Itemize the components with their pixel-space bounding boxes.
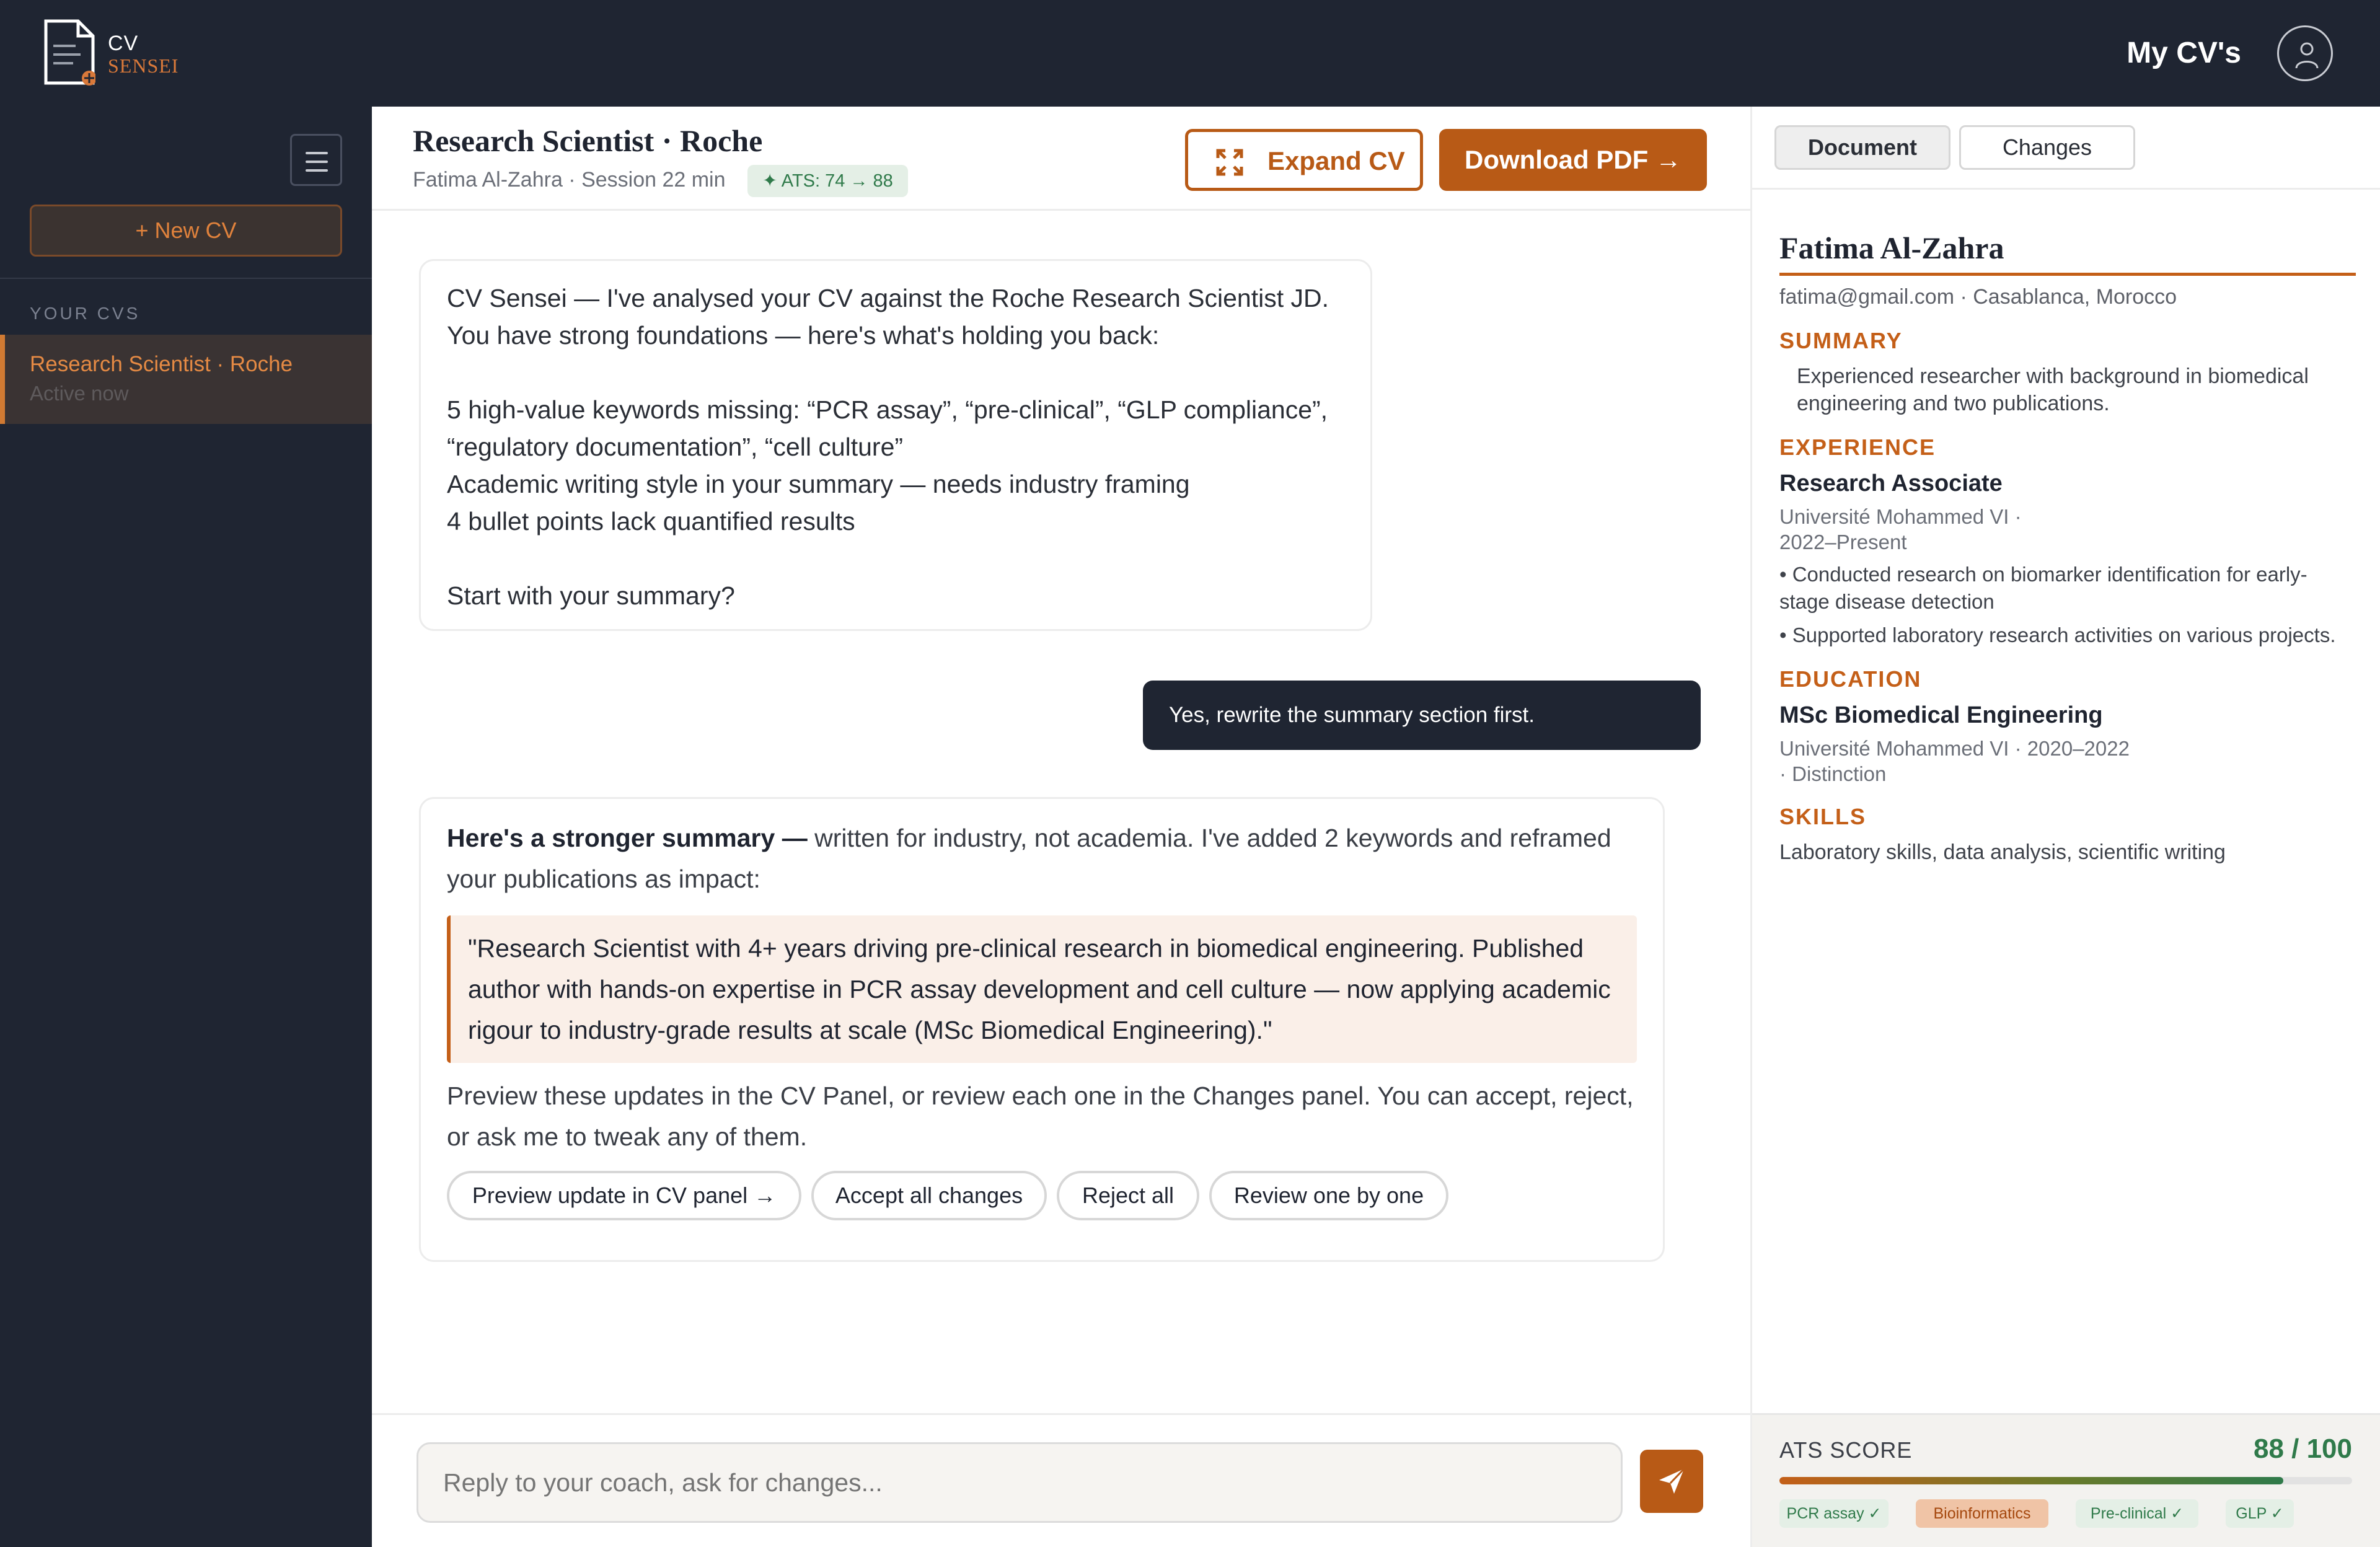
message-line: Academic writing style in your summary — needs industry framing bbox=[447, 470, 1190, 498]
ats-badge: ✦ ATS: 74 → 88 bbox=[747, 165, 908, 197]
message-line: Start with your summary? bbox=[447, 581, 735, 610]
hamburger-icon bbox=[306, 152, 328, 154]
ats-score-panel bbox=[1752, 1413, 2380, 1547]
tab-document[interactable]: Document bbox=[1774, 125, 1950, 170]
expand-cv-button[interactable] bbox=[1185, 129, 1423, 191]
user-message: Yes, rewrite the summary section first. bbox=[1143, 681, 1701, 750]
your-cvs-heading: YOUR CVS bbox=[30, 304, 141, 323]
preview-update-button[interactable]: Preview update in CV panel → bbox=[447, 1171, 801, 1220]
coach-message-summary bbox=[419, 797, 1665, 1262]
summary-intro-text: written for industry, not academia. I've added 2 keywords and reframed your publications as impact: bbox=[447, 824, 1611, 893]
chat-area bbox=[372, 211, 1750, 1413]
accept-all-button[interactable]: Accept all changes bbox=[811, 1171, 1047, 1220]
ats-progress-bar bbox=[1779, 1477, 2352, 1484]
ats-score-value: 88 / 100 bbox=[2253, 1434, 2352, 1464]
download-pdf-button[interactable]: Download PDF → bbox=[1439, 129, 1707, 191]
summary-intro bbox=[447, 818, 1637, 899]
top-bar bbox=[0, 0, 2380, 107]
panel-tabs bbox=[1752, 107, 2380, 190]
session-subtitle: Fatima Al-Zahra · Session 22 min bbox=[413, 168, 726, 192]
expand-icon bbox=[1215, 148, 1244, 177]
reply-input[interactable] bbox=[416, 1442, 1623, 1523]
action-chips bbox=[447, 1171, 1637, 1220]
sidebar bbox=[0, 107, 372, 1547]
logo-text-sensei: SENSEI bbox=[108, 55, 179, 77]
cv-name: Fatima Al-Zahra bbox=[1779, 228, 2356, 276]
main-header bbox=[372, 107, 1750, 211]
keyword-chip: GLP ✓ bbox=[2226, 1499, 2294, 1528]
cv-skills: Laboratory skills, data analysis, scientific writing bbox=[1779, 840, 2226, 864]
send-icon bbox=[1657, 1466, 1686, 1496]
input-bar bbox=[372, 1413, 1750, 1547]
degree-title: MSc Biomedical Engineering bbox=[1779, 702, 2103, 728]
degree-distinction: · Distinction bbox=[1779, 762, 1887, 785]
reject-all-button[interactable]: Reject all bbox=[1057, 1171, 1199, 1220]
message-line: 4 bullet points lack quantified results bbox=[447, 507, 855, 536]
new-cv-button[interactable]: + New CV bbox=[30, 205, 342, 257]
keyword-chip: PCR assay ✓ bbox=[1779, 1499, 1889, 1528]
my-cvs-link[interactable]: My CV's bbox=[2127, 37, 2241, 69]
role-dates: 2022–Present bbox=[1779, 531, 1907, 553]
keyword-chip: Pre-clinical ✓ bbox=[2076, 1499, 2198, 1528]
message-line: CV Sensei — I've analysed your CV against the Roche Research Scientist JD. bbox=[447, 284, 1329, 312]
user-icon bbox=[2294, 41, 2319, 69]
keyword-chip: Bioinformatics bbox=[1916, 1499, 2048, 1528]
cv-document bbox=[1779, 228, 2356, 866]
cv-contact: fatima@gmail.com · Casablanca, Morocco bbox=[1779, 285, 2177, 309]
skills-heading: SKILLS bbox=[1779, 804, 1867, 829]
message-line: “regulatory documentation”, “cell culture” bbox=[447, 433, 904, 461]
summary-heading: SUMMARY bbox=[1779, 328, 1903, 353]
sidebar-item-status: Active now bbox=[30, 382, 129, 405]
experience-bullet: • Supported laboratory research activities on various projects. bbox=[1779, 624, 2336, 646]
review-one-by-one-button[interactable]: Review one by one bbox=[1209, 1171, 1448, 1220]
experience-bullet: • Conducted research on biomarker identification for early-stage disease detection bbox=[1779, 563, 2307, 613]
summary-outro: Preview these updates in the CV Panel, or review each one in the Changes panel. You can accept, reject, or ask me to tweak any of them. bbox=[447, 1082, 1634, 1151]
menu-button[interactable] bbox=[290, 134, 342, 186]
summary-intro-bold: Here's a stronger summary — bbox=[447, 824, 808, 852]
logo-text-cv: CV bbox=[108, 32, 139, 55]
education-heading: EDUCATION bbox=[1779, 666, 1922, 692]
ats-progress-fill bbox=[1779, 1477, 2283, 1484]
message-line: You have strong foundations — here's what's holding you back: bbox=[447, 321, 1160, 350]
experience-heading: EXPERIENCE bbox=[1779, 434, 1936, 460]
role-org: Université Mohammed VI · bbox=[1779, 505, 2022, 528]
logo[interactable] bbox=[43, 17, 192, 89]
cv-summary: Experienced researcher with background in biomedical engineering and two publications. bbox=[1797, 364, 2309, 415]
expand-cv-label: Expand CV bbox=[1267, 146, 1405, 175]
suggested-summary-quote: "Research Scientist with 4+ years driving pre-clinical research in biomedical engineering. Published author with hands-on expertise in PCR assay development and cell culture — now applying academic rigour to industry-grade results at scale (MSc Biomedical Engineering)." bbox=[447, 915, 1637, 1063]
message-line: 5 high-value keywords missing: “PCR assay”, “pre-clinical”, “GLP compliance”, bbox=[447, 395, 1328, 424]
document-logo-icon bbox=[43, 19, 95, 86]
degree-meta: Université Mohammed VI · 2020–2022 bbox=[1779, 737, 2130, 760]
user-avatar-button[interactable] bbox=[2277, 25, 2333, 81]
page-title: Research Scientist · Roche bbox=[413, 123, 763, 158]
send-button[interactable] bbox=[1640, 1450, 1703, 1513]
sidebar-divider bbox=[0, 278, 372, 279]
role-title: Research Associate bbox=[1779, 470, 2003, 496]
sidebar-item-cv[interactable] bbox=[0, 335, 372, 424]
tab-changes[interactable]: Changes bbox=[1959, 125, 2135, 170]
coach-message bbox=[419, 259, 1372, 631]
cv-panel bbox=[1750, 107, 2380, 1547]
ats-score-label: ATS SCORE bbox=[1779, 1437, 1913, 1463]
sidebar-item-title: Research Scientist · Roche bbox=[30, 352, 293, 376]
